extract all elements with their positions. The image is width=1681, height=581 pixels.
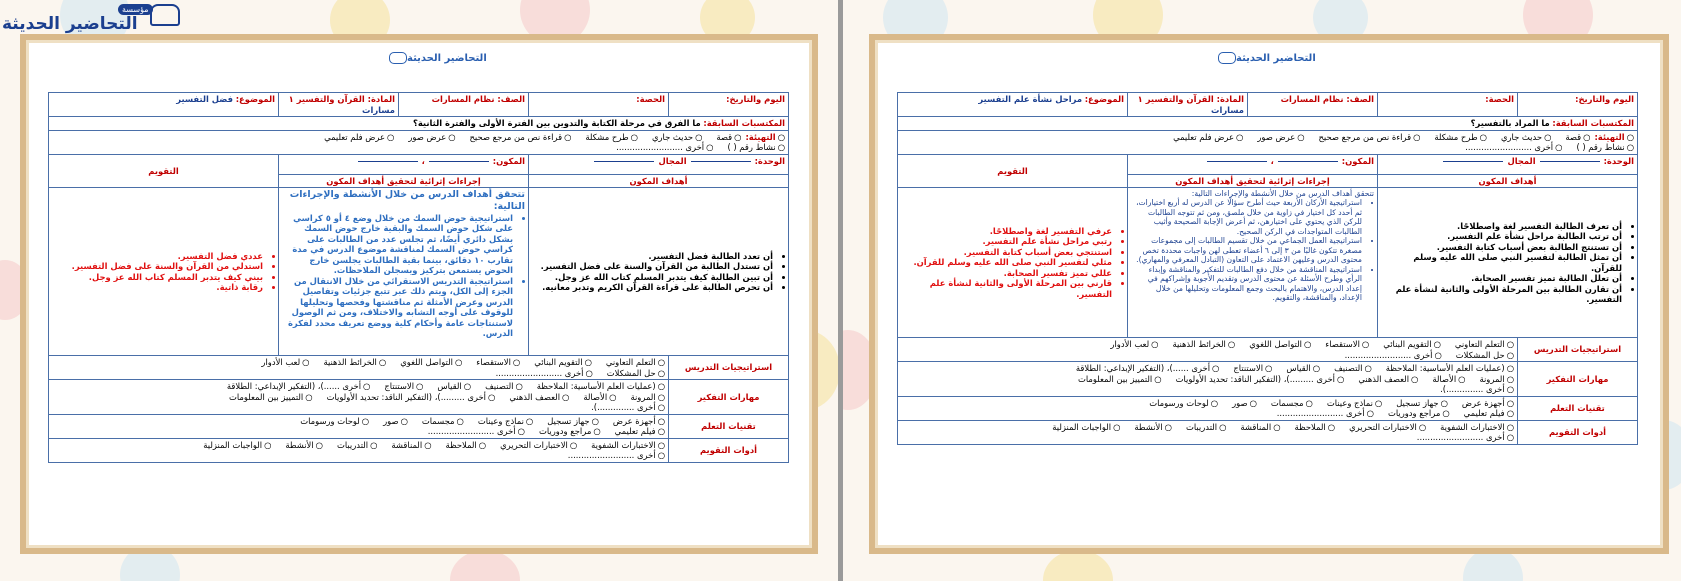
tech-option[interactable]: ○ فيلم تعليمي [1464,408,1514,419]
thinking-option[interactable]: ○ أخرى ..............). [1440,384,1514,395]
strategy-option[interactable]: ○ التواصل اللغوي [1249,339,1311,350]
objective-item: • أن تحرص الطالبة على قراءة القرآن الكريم وتدبر معانيه. [532,282,773,293]
track-label: مسارات [362,104,395,115]
assess-label-cell [1518,420,1638,444]
grade-cell [1248,93,1378,117]
thinking-option[interactable]: ○ أخرى ......)، (التفكير الإبداعي: الطلاقة [227,381,370,392]
assess-option[interactable]: ○ الملاحظة [446,440,487,451]
subject-label: المادة: القرآن والتفسير ١ [288,94,395,104]
tech-label-cell [669,414,789,438]
tech-option[interactable]: ○ لوحات ورسومات [1149,398,1218,409]
grade-label: الصف: نظام المسارات [1280,94,1374,104]
evaluation-header: التقويم [997,165,1028,176]
strategy-option[interactable]: ○ الاستقصاء [476,357,520,368]
topic-label: الموضوع: [235,94,275,104]
tech-option[interactable]: ○ مجسمات [1271,398,1313,409]
tech-option[interactable]: ○ أجهزة عرض [613,416,665,427]
tech-option[interactable]: ○ مجسمات [422,416,464,427]
strategy-option[interactable]: ○ التقويم البنائي [534,357,592,368]
thinking-option[interactable]: ○ التصنيف [485,381,523,392]
warmup-option[interactable]: ○ حديث جاري [652,132,702,143]
assess-option[interactable]: ○ المناقشة [1240,422,1280,433]
strategy-option[interactable]: ○ التعلم التعاوني [1455,339,1514,350]
session-label: الحصة: [1485,94,1514,104]
evaluation-item: • استدلي من القرآن والسنة على فضل التفسير. [52,261,263,272]
strategies-options [49,356,669,380]
evaluation-header-cell [898,154,1128,188]
session-cell [529,93,669,117]
warmup-option[interactable]: ○ طرح مشكلة [585,132,638,143]
assessment-tools-label: أدوات التقويم [699,444,757,455]
strategy-option[interactable]: ○ أخرى ......................... [1345,350,1442,361]
thinking-option[interactable]: ○ أخرى .........)، (التفكير الناقد: تحديد الأولويات [1176,374,1345,385]
thinking-option[interactable]: ○ الأصالة [1432,374,1465,385]
assess-label-cell [669,438,789,462]
tech-option[interactable]: ○ نماذج وعينات [478,416,533,427]
evaluation-item: • بيني كيف يتدبر المسلم كتاب الله عز وجل. [52,272,263,283]
assess-option[interactable]: ○ الواجبات المنزلية [1052,422,1120,433]
evaluation-header-cell [49,154,279,188]
unit-domain-cell [529,154,789,174]
lesson-plan-table [48,92,789,463]
strategy-option[interactable]: ○ الخرائط الذهنية [1172,339,1235,350]
subject-cell [279,93,399,117]
evaluation-item: • عددي فضل التفسير. [52,251,263,262]
assess-option[interactable]: ○ الاختبارات التحريري [1349,422,1426,433]
topic-cell [49,93,279,117]
procedures-header-cell [279,174,529,188]
strategy-option[interactable]: ○ لعب الأدوار [261,357,309,368]
tech-option[interactable]: ○ أخرى ......................... [428,426,525,437]
objective-item: • أن تعدد الطالبة فضل التفسير. [532,251,773,262]
warmup-option[interactable]: ○ نشاط رقم ( ) [1576,142,1634,153]
component-cell: المكون:، [1128,154,1378,174]
assess-option[interactable]: ○ الأنشطة [1134,422,1172,433]
assess-option[interactable]: ○ التدريبات [1186,422,1226,433]
tech-option[interactable]: ○ فيلم تعليمي [615,426,665,437]
warmup-option[interactable]: ○ أخرى ......................... [1465,142,1562,153]
prior-knowledge-cell [898,117,1638,131]
topic-cell [898,93,1128,117]
thinking-option[interactable]: ○ المرونة [630,392,665,403]
car-icon [389,52,407,64]
evaluation-cell [49,188,279,356]
thinking-label-cell [1518,362,1638,397]
evaluation-item: • مثلي لتفسير النبي صلى الله عليه وسلم للقرآن. [901,257,1112,268]
assess-option[interactable]: ○ الأنشطة [285,440,323,451]
warmup-option[interactable]: ○ حديث جاري [1501,132,1551,143]
objective-item: • أن تمثل الطالبة لتفسير النبي صلى الله عليه وسلم للقرآن. [1381,252,1622,273]
assess-option[interactable]: ○ الملاحظة [1295,422,1336,433]
tech-option[interactable]: ○ جهاز تسجيل [547,416,599,427]
grade-label: الصف: نظام المسارات [431,94,525,104]
logo-sub: مؤسسة [118,4,153,15]
assess-option[interactable]: ○ الواجبات المنزلية [203,440,271,451]
tech-option[interactable]: ○ صور [383,416,408,427]
unit-label: الوحدة: [1603,155,1634,166]
prior-knowledge-value: ما المراد بالتفسير؟ [1470,118,1550,128]
thinking-option[interactable]: ○ الاستنتاج [1233,363,1272,374]
thinking-option[interactable]: ○ العصف الذهني [1358,374,1418,385]
warmup-label: ○ التهيئة: [1594,132,1634,143]
thinking-label-cell [669,380,789,415]
car-icon [1218,52,1236,64]
tech-label-cell [1518,396,1638,420]
subject-cell [1128,93,1248,117]
strategy-option[interactable]: ○ لعب الأدوار [1110,339,1158,350]
lesson-plan-frame [20,34,818,554]
thinking-option[interactable]: ○ أخرى .........)، (التفكير الناقد: تحديد الأولويات [327,392,496,403]
logo-text: التحاضير الحديثة [2,14,138,34]
tech-option[interactable]: ○ لوحات ورسومات [300,416,369,427]
day-date-label: اليوم والتاريخ: [1575,94,1634,104]
strategy-option[interactable]: ○ التعلم التعاوني [606,357,665,368]
header-logo [1215,52,1316,64]
assess-options [49,438,669,462]
tech-option[interactable]: ○ مراجع ودوريات [539,426,601,437]
grade-cell [399,93,529,117]
domain-label: المجال [1507,155,1536,166]
prior-knowledge-label: المكتسبات السابقة: [1552,118,1634,128]
warmup-option[interactable]: ○ طرح مشكلة [1434,132,1487,143]
tech-option[interactable]: ○ نماذج وعينات [1327,398,1382,409]
learning-tech-label: تقنيات التعلم [1550,402,1605,413]
lesson-plan-table [897,92,1638,445]
right-page [843,0,1681,581]
objectives-cell [1378,188,1638,338]
strategy-option[interactable]: ○ الخرائط الذهنية [323,357,386,368]
strategies-label: استراتيجيات التدريس [1533,344,1622,355]
thinking-options [898,362,1518,397]
evaluation-item: • رقابة ذاتية. [52,282,263,293]
assess-option[interactable]: ○ أخرى ......................... [1417,432,1514,443]
objective-item: • أن تستدل الطالبة من القرآن والسنة على فضل التفسير. [532,261,773,272]
component-label: المكون: [1341,155,1374,166]
topic-label: الموضوع: [1084,94,1124,104]
thinking-option[interactable]: ○ أخرى ..............). [591,402,665,413]
thinking-option[interactable]: ○ القياس [1286,363,1320,374]
assessment-tools-label: أدوات التقويم [1548,426,1606,437]
evaluation-item: • قارني بين المرحلة الأولى والثانية لنشأة علم التفسير. [901,278,1112,299]
objective-item: • أن تقارن الطالبة بين المرحلة الأولى والثانية لنشأة علم التفسير. [1381,284,1622,305]
procedures-header: إجراءات إثرائية لتحقيق أهداف المكون [1175,175,1330,186]
procedure-item: • استراتيجية العمل الجماعي من خلال تقسيم الطالبات إلى مجموعات مصغرة تتكون غالبًا من ٣ إلى ٦ أعضاء تعطى لهن واجبات محددة تخص محتوى الدرس وعليهن الاعتماد على التعاون (التبادل المعرفي والمهاري). [1131,236,1362,264]
thinking-options [49,380,669,415]
evaluation-cell [898,188,1128,338]
evaluation-item: • رتبي مراحل نشأة علم التفسير. [901,236,1112,247]
thinking-skills-label: مهارات التفكير [1546,373,1609,384]
warmup-label: ○ التهيئة: [745,132,785,143]
day-date-cell [669,93,789,117]
procedures-header-cell [1128,174,1378,188]
thinking-option[interactable]: ○ الاستنتاج [384,381,423,392]
unit-domain-cell [1378,154,1638,174]
thinking-option[interactable]: ○ التمييز بين المعلومات [229,392,313,403]
subject-label: المادة: القرآن والتفسير ١ [1137,94,1244,104]
tech-option[interactable]: ○ مراجع ودوريات [1388,408,1450,419]
objective-item: • أن تعلل الطالبة تميز تفسير الصحابة. [1381,273,1622,284]
learning-tech-label: تقنيات التعلم [701,420,756,431]
assess-option[interactable]: ○ الاختبارات الشفوية [591,440,665,451]
objective-item: • أن تعرف الطالبة التفسير لغة واصطلاحًا. [1381,221,1622,232]
thinking-option[interactable]: ○ (عمليات العلم الأساسية: الملاحظة [1386,363,1514,374]
procedures-title: تتحقق أهداف الدرس من خلال الأنشطة والإجراءات التالية: [1191,189,1374,198]
objectives-header: أهداف المكون [1478,175,1537,186]
header-logo-text: التحاضير الحديثة [1236,53,1316,64]
strategy-option[interactable]: ○ حل المشكلات [1456,350,1514,361]
strategies-label: استراتيجيات التدريس [684,362,773,373]
domain-label: المجال [658,155,687,166]
track-label: مسارات [1211,104,1244,115]
evaluation-item: • عرفي التفسير لغة واصطلاحًا. [901,226,1112,237]
tech-options [49,414,669,438]
car-icon [150,4,180,26]
warmup-option[interactable]: ○ قصة [1565,132,1590,143]
warmup-option[interactable]: ○ قراءة نص من مرجع صحيح [1319,132,1421,143]
strategies-options [898,338,1518,362]
procedures-title: تتحقق أهداف الدرس من خلال الأنشطة والإجراءات التالية: [289,189,525,212]
procedures-header: إجراءات إثرائية لتحقيق أهداف المكون [326,175,481,186]
procedures-cell [279,188,529,356]
objectives-header: أهداف المكون [629,175,688,186]
strategy-option[interactable]: ○ أخرى ......................... [496,368,593,379]
objectives-cell [529,188,789,356]
evaluation-item: • عللي تميز تفسير الصحابة. [901,268,1112,279]
tech-option[interactable]: ○ جهاز تسجيل [1396,398,1448,409]
day-date-cell [1518,93,1638,117]
warmup-option[interactable]: ○ أخرى ......................... [616,142,713,153]
component-cell: المكون:، [279,154,529,174]
day-date-label: اليوم والتاريخ: [726,94,785,104]
thinking-option[interactable]: ○ القياس [437,381,471,392]
warmup-option[interactable]: ○ نشاط رقم ( ) [727,142,785,153]
thinking-option[interactable]: ○ الأصالة [583,392,616,403]
strategies-label-cell [1518,338,1638,362]
warmup-option[interactable]: ○ عرض فلم تعليمي [1173,132,1243,143]
warmup-option[interactable]: ○ عرض صور [408,132,455,143]
assess-option[interactable]: ○ المناقشة [391,440,431,451]
strategies-label-cell [669,356,789,380]
left-page [0,0,838,581]
lesson-plan-frame [869,34,1669,554]
strategy-option[interactable]: ○ التواصل اللغوي [400,357,462,368]
strategy-option[interactable]: ○ الاستقصاء [1325,339,1369,350]
evaluation-header: التقويم [148,165,179,176]
assess-option[interactable]: ○ الاختبارات التحريري [500,440,577,451]
objective-item: • أن تبين الطالبة كيف يتدبر المسلم كتاب الله عز وجل. [532,272,773,283]
thinking-option[interactable]: ○ المرونة [1479,374,1514,385]
objective-item: • أن تستنتج الطالبة بعض أسباب كتابة التفسير. [1381,242,1622,253]
objectives-header-cell [1378,174,1638,188]
header-logo [386,52,487,64]
tech-option[interactable]: ○ أخرى ......................... [1277,408,1374,419]
assess-options [898,420,1518,444]
tech-option[interactable]: ○ صور [1232,398,1257,409]
warmup-option[interactable]: ○ قصة [716,132,741,143]
assess-option[interactable]: ○ الاختبارات الشفوية [1440,422,1514,433]
assess-option[interactable]: ○ التدريبات [337,440,377,451]
prior-knowledge-cell [49,117,789,131]
warmup-option[interactable]: ○ عرض فلم تعليمي [324,132,394,143]
procedure-item: • استراتيجية حوض السمك من خلال وضع ٤ أو ٥ كراسي على شكل حوض السمك والبقية خارج حوض السمك بشكل دائري أيضًا، ثم تجلس عدد من الطالبات على كراسي حوض السمك لمناقشة موضوع الدرس في مدة تقارب ١٠ دقائق، بينما بقية الطالبات يجلسن خارج الحوض يستمعن بتركيز ويسجلن الملاحظات. [282,213,513,276]
thinking-option[interactable]: ○ التمييز بين المعلومات [1078,374,1162,385]
strategy-option[interactable]: ○ حل المشكلات [607,368,665,379]
tech-option[interactable]: ○ أجهزة عرض [1462,398,1514,409]
strategy-option[interactable]: ○ التقويم البنائي [1383,339,1441,350]
brand-logo [0,0,190,38]
thinking-option[interactable]: ○ العصف الذهني [509,392,569,403]
unit-label: الوحدة: [754,155,785,166]
warmup-option[interactable]: ○ عرض صور [1257,132,1304,143]
prior-knowledge-label: المكتسبات السابقة: [703,118,785,128]
tech-options [898,396,1518,420]
evaluation-item: • استنتجي بعض أسباب كتابة التفسير. [901,247,1112,258]
component-label: المكون: [492,155,525,166]
thinking-option[interactable]: ○ التصنيف [1334,363,1372,374]
thinking-option[interactable]: ○ (عمليات العلم الأساسية: الملاحظة [537,381,665,392]
thinking-skills-label: مهارات التفكير [697,391,760,402]
header-logo-text: التحاضير الحديثة [407,53,487,64]
objectives-header-cell [529,174,789,188]
topic-value: مراحل نشأة علم التفسير [978,94,1083,104]
procedure-item: • استراتيجية الأركان الأربعة حيث أطرح سؤالًا عن الدرس له أربع اختيارات، ثم أحدد كل اختيار في زاوية من خلال ملصق، ومن ثم تتوجه الطالبات للركن الذي يحتوي على اختيارهن، ثم أعرض الإجابة الصحيحة وأثيب الطالبات المتواجدات في الركن الصحيح. [1131,198,1362,236]
procedure-item: • استراتيجية المناقشة من خلال دفع الطالبات للتفكير والمناقشة وإبداء الرأي وطرح الأسئلة عن محتوى الدرس وتقديم الأجوبة وإشراكهم في إعداد الدرس، والاهتمام بالبحث وجمع المعلومات وتحليلها من خلال الإعداد، والمناقشة، والتقويم. [1131,265,1362,303]
procedure-item: • استراتيجية التدريس الاستقرائي من خلال الانتقال من الجزء إلى الكل، ويتم ذلك عبر تتبع جزئيات وتفاصيل الدرس وعرض الأمثلة ثم مناقشتها وفحصها وتحليلها للوقوف على أوجه التشابه والاختلاف، ومن ثم الوصول لاستنتاجات عامة وأحكام كلية ووضع تعريف محدد لفكرة الدرس. [282,276,513,339]
prior-knowledge-value: ما الفرق في مرحلة الكتابة والتدوين بين الفترة الأولى والفترة الثانية؟ [413,118,701,128]
thinking-option[interactable]: ○ أخرى ......)، (التفكير الإبداعي: الطلاقة [1076,363,1219,374]
session-cell [1378,93,1518,117]
procedures-cell [1128,188,1378,338]
warmup-option[interactable]: ○ قراءة نص من مرجع صحيح [470,132,572,143]
topic-value: فضل التفسير [176,94,234,104]
objective-item: • أن ترتب الطالبة مراحل نشأة علم التفسير. [1381,231,1622,242]
session-label: الحصة: [636,94,665,104]
assess-option[interactable]: ○ أخرى ......................... [568,450,665,461]
warmup-cell [49,130,789,154]
warmup-cell [898,130,1638,154]
